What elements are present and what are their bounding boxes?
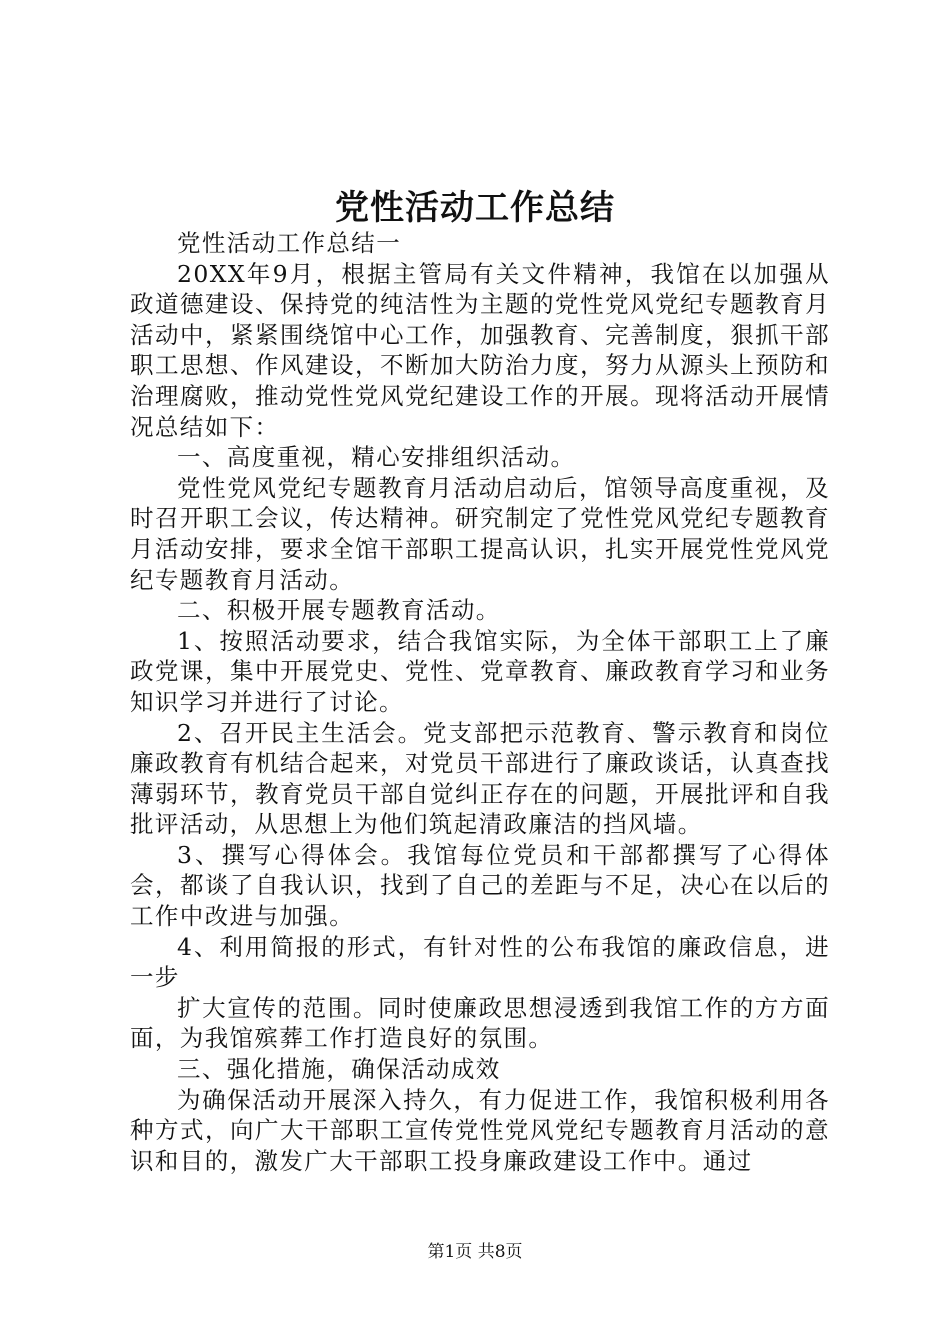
intro-paragraph: 20XX年9月，根据主管局有关文件精神，我馆在以加强从政道德建设、保持党的纯洁性为主题的党性党风党纪专题教育月活动中，紧紧围绕馆中心工作，加强教育、完善制度，狠抓干部职工思想、作风建设，不断加大防治力度，努力从源头上预防和治理腐败，推动党性党风党纪建设工作的开展。现将活动开展情况总结如下： — [130, 259, 830, 441]
document-body — [130, 228, 830, 1176]
document-title: 党性活动工作总结 — [335, 188, 615, 228]
section-heading-3: 三、强化措施，确保活动成效 — [177, 1055, 501, 1084]
list-item-3: 3、撰写心得体会。我馆每位党员和干部都撰写了心得体会，都谈了自我认识，找到了自己的差距与不足，决心在以后的工作中改进与加强。 — [130, 840, 830, 931]
page-footer: 第1页 共8页 — [427, 1242, 523, 1262]
subtitle-paragraph: 党性活动工作总结一 — [177, 229, 402, 257]
list-item-2: 2、召开民主生活会。党支部把示范教育、警示教育和岗位廉政教育有机结合起来，对党员干部进行了廉政谈话，认真查找薄弱环节，教育党员干部自觉纠正存在的问题，开展批评和自我批评活动，从思想上为他们筑起清政廉洁的挡风墙。 — [130, 718, 830, 839]
list-item-4: 4、利用简报的形式，有针对性的公布我馆的廉政信息，进一步 — [130, 932, 830, 992]
section-heading-1: 一、高度重视，精心安排组织活动。 — [177, 443, 576, 472]
list-item-1: 1、按照活动要求，结合我馆实际，为全体干部职工上了廉政党课，集中开展党史、党性、党章教育、廉政教育学习和业务知识学习并进行了讨论。 — [130, 626, 830, 716]
body-paragraph: 为确保活动开展深入持久，有力促进工作，我馆积极利用各种方式，向广大干部职工宣传党性党风党纪专题教育月活动的意识和目的，激发广大干部职工投身廉政建设工作中。通过 — [130, 1085, 830, 1175]
section-heading-2: 二、积极开展专题教育活动。 — [177, 596, 501, 625]
body-paragraph: 党性党风党纪专题教育月活动启动后，馆领导高度重视，及时召开职工会议，传达精神。研究制定了党性党风党纪专题教育月活动安排，要求全馆干部职工提高认识，扎实开展党性党风党纪专题教育月活动。 — [130, 473, 830, 594]
body-paragraph: 扩大宣传的范围。同时使廉政思想浸透到我馆工作的方方面面，为我馆殡葬工作打造良好的氛围。 — [130, 993, 830, 1053]
